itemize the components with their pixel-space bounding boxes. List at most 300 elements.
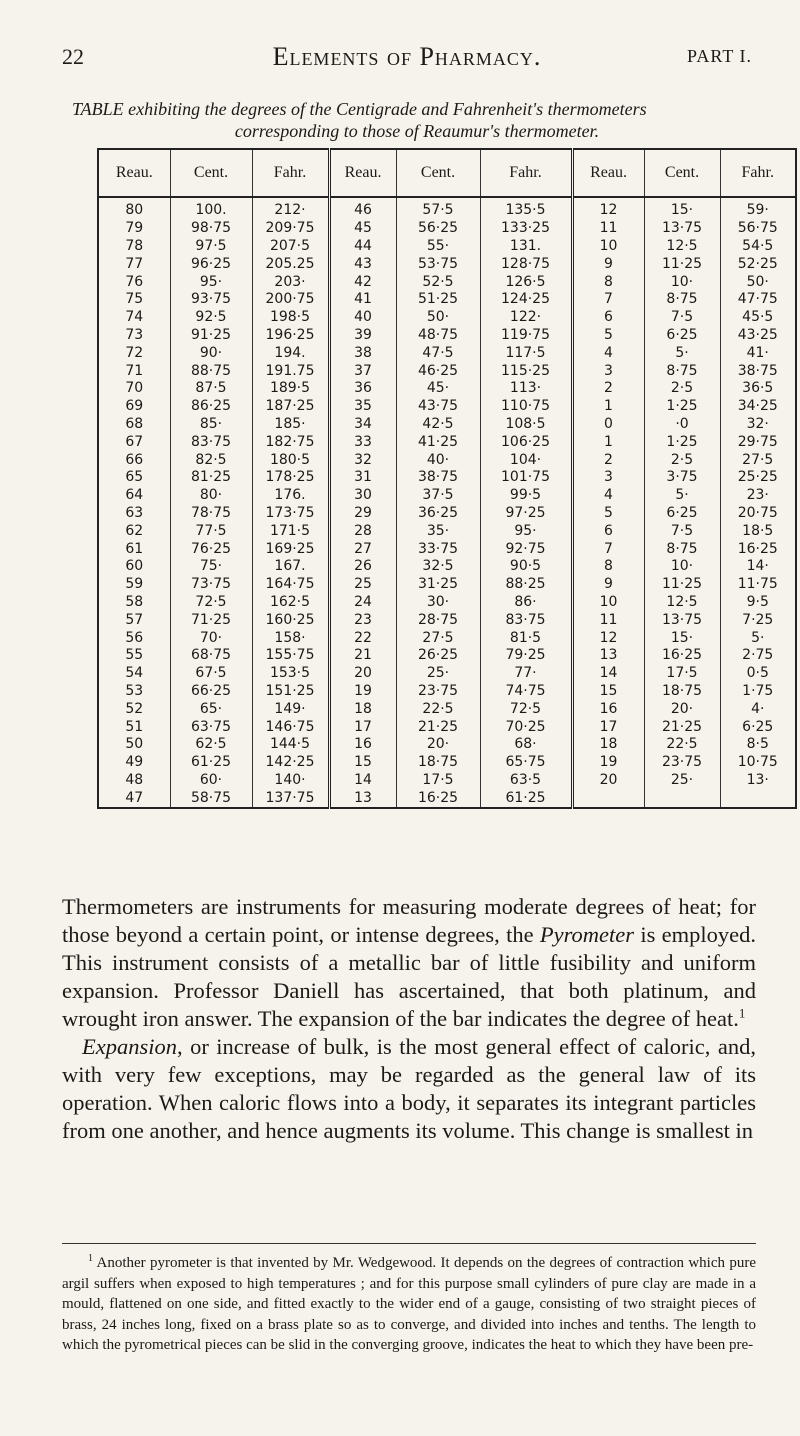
table-cell: 99·5 (480, 487, 572, 505)
running-title: Elements of Pharmacy. (272, 42, 542, 71)
table-cell: 25·25 (720, 469, 796, 487)
table-cell: 55 (98, 647, 170, 665)
table-cell: 21·25 (396, 718, 480, 736)
table-cell: 20· (644, 700, 720, 718)
table-cell: 57·5 (396, 197, 480, 220)
table-cell: 14 (329, 772, 396, 790)
caption-line-1-text: exhibiting the degrees of the Centigrade and Fahrenheit's thermometers (128, 99, 647, 119)
table-cell: 113· (480, 380, 572, 398)
table-row (98, 433, 796, 451)
table-cell: 60· (170, 772, 252, 790)
table-cell: 6 (572, 522, 644, 540)
table-row (98, 309, 796, 327)
table-cell: 18 (572, 736, 644, 754)
table-cell: 60 (98, 558, 170, 576)
table-row (98, 594, 796, 612)
table-cell: 70· (170, 629, 252, 647)
table-cell: 33 (329, 433, 396, 451)
table-cell: 13·75 (644, 611, 720, 629)
table-cell: 4· (720, 700, 796, 718)
table-cell: 97·25 (480, 505, 572, 523)
table-cell: 196·25 (252, 327, 329, 345)
table-cell: 42·5 (396, 416, 480, 434)
table-cell: 28 (329, 522, 396, 540)
table-cell: 11·25 (644, 255, 720, 273)
table-cell: 85· (170, 416, 252, 434)
table-cell: 212· (252, 197, 329, 220)
table-cell: 58·75 (170, 789, 252, 808)
table-cell: 20 (329, 665, 396, 683)
table-cell: 23· (720, 487, 796, 505)
table-cell: 20·75 (720, 505, 796, 523)
table-cell: 122· (480, 309, 572, 327)
table-cell: 5 (572, 505, 644, 523)
table-cell: 61·25 (480, 789, 572, 808)
table-row (98, 451, 796, 469)
footnote-mark: 1 (88, 1253, 93, 1264)
table-cell: 52·25 (720, 255, 796, 273)
table-cell: 13·75 (644, 220, 720, 238)
table-cell: 11 (572, 611, 644, 629)
table-cell: 56 (98, 629, 170, 647)
table-row (98, 736, 796, 754)
table-cell: 73·75 (170, 576, 252, 594)
table-cell: 8·75 (644, 291, 720, 309)
table-cell: 76 (98, 273, 170, 291)
table-cell: 13 (572, 647, 644, 665)
table-cell: 173·75 (252, 505, 329, 523)
table-row (98, 576, 796, 594)
paragraph-pyrometer (62, 893, 756, 1033)
table-cell: 72 (98, 344, 170, 362)
table-cell: 62 (98, 522, 170, 540)
table-row (98, 647, 796, 665)
table-cell: 55· (396, 238, 480, 256)
table-cell: 59 (98, 576, 170, 594)
table-cell: 180·5 (252, 451, 329, 469)
table-cell: 61·25 (170, 754, 252, 772)
header-fahr-1: Fahr. (252, 149, 329, 197)
table-cell: 10·75 (720, 754, 796, 772)
table-cell: 106·25 (480, 433, 572, 451)
table-cell: 96·25 (170, 255, 252, 273)
table-cell: 34 (329, 416, 396, 434)
table-cell: 97·5 (170, 238, 252, 256)
header-fahr-2: Fahr. (480, 149, 572, 197)
table-cell: 47 (98, 789, 170, 808)
header-fahr-3: Fahr. (720, 149, 796, 197)
table-cell: 7 (572, 291, 644, 309)
table-cell: 72·5 (170, 594, 252, 612)
table-row (98, 754, 796, 772)
table-cell: 65· (170, 700, 252, 718)
table-cell: 86·25 (170, 398, 252, 416)
table-cell: 39 (329, 327, 396, 345)
table-body (98, 197, 796, 808)
table-cell: 68 (98, 416, 170, 434)
table-cell: 78·75 (170, 505, 252, 523)
table-cell: 27 (329, 540, 396, 558)
table-cell: 135·5 (480, 197, 572, 220)
table-cell: 194. (252, 344, 329, 362)
header-cent-3: Cent. (644, 149, 720, 197)
table-cell: 169·25 (252, 540, 329, 558)
table-cell: 93·75 (170, 291, 252, 309)
table-row (98, 665, 796, 683)
table-cell: 25 (329, 576, 396, 594)
table-cell: 29·75 (720, 433, 796, 451)
table-cell: 98·75 (170, 220, 252, 238)
footnote-divider (62, 1243, 756, 1244)
table-cell: 1·25 (644, 398, 720, 416)
table-cell: 8·75 (644, 540, 720, 558)
table-cell: 11 (572, 220, 644, 238)
table-cell: 80 (98, 197, 170, 220)
table-header-row (98, 149, 796, 197)
table-row (98, 540, 796, 558)
table-cell: 46 (329, 197, 396, 220)
table-cell: 50· (396, 309, 480, 327)
table-cell: 92·5 (170, 309, 252, 327)
caption-table-word: TABLE (72, 99, 124, 119)
table-cell: 17 (329, 718, 396, 736)
footnote-ref: 1 (738, 1005, 746, 1021)
table-cell: 75 (98, 291, 170, 309)
table-cell: 164·75 (252, 576, 329, 594)
table-cell: 2·75 (720, 647, 796, 665)
table-cell: 8·75 (644, 362, 720, 380)
table-cell: 33·75 (396, 540, 480, 558)
table-cell: 7 (572, 540, 644, 558)
paragraph-1-start: Thermometers are instruments for measuring moderate degrees of heat; for those beyond a certain point, or intense degrees, the (62, 894, 756, 947)
table-cell: 40· (396, 451, 480, 469)
table-cell: 91·25 (170, 327, 252, 345)
table-cell: 198·5 (252, 309, 329, 327)
table-cell: 23·75 (644, 754, 720, 772)
table-cell: 23 (329, 611, 396, 629)
table-cell: 162·5 (252, 594, 329, 612)
footnote (62, 1253, 756, 1356)
table-cell: 137·75 (252, 789, 329, 808)
running-head (62, 38, 752, 74)
table-cell: 47·75 (720, 291, 796, 309)
table-cell: 23·75 (396, 683, 480, 701)
table-cell: 32·5 (396, 558, 480, 576)
table-cell: 155·75 (252, 647, 329, 665)
table-cell: 76·25 (170, 540, 252, 558)
table-row (98, 558, 796, 576)
table-cell: 73 (98, 327, 170, 345)
table-cell: 110·75 (480, 398, 572, 416)
table-cell: 17·5 (644, 665, 720, 683)
table-cell: 47·5 (396, 344, 480, 362)
table-row (98, 683, 796, 701)
table-cell: 185· (252, 416, 329, 434)
table-cell: 13 (329, 789, 396, 808)
table-cell: 54·5 (720, 238, 796, 256)
table-cell: 67 (98, 433, 170, 451)
table-cell: 48 (98, 772, 170, 790)
table-cell: 21·25 (644, 718, 720, 736)
table-row (98, 469, 796, 487)
table-cell: 66 (98, 451, 170, 469)
table-row (98, 487, 796, 505)
table-cell: 8·5 (720, 736, 796, 754)
table-cell: 86· (480, 594, 572, 612)
table-cell: 133·25 (480, 220, 572, 238)
table-cell: 78 (98, 238, 170, 256)
table-cell: 40 (329, 309, 396, 327)
table-cell: 26·25 (396, 647, 480, 665)
table-cell: 10 (572, 238, 644, 256)
table-cell: 25· (644, 772, 720, 790)
table-cell: 62·5 (170, 736, 252, 754)
table-cell: 70 (98, 380, 170, 398)
table-cell: 64 (98, 487, 170, 505)
table-cell: 151·25 (252, 683, 329, 701)
table-cell: 6·25 (644, 505, 720, 523)
table-cell: 11·25 (644, 576, 720, 594)
table-cell: 18·75 (396, 754, 480, 772)
table-row (98, 700, 796, 718)
table-cell: 32 (329, 451, 396, 469)
table-row (98, 362, 796, 380)
table-cell: 45 (329, 220, 396, 238)
table-cell: 70·25 (480, 718, 572, 736)
table-cell: 46·25 (396, 362, 480, 380)
table-cell: 7·25 (720, 611, 796, 629)
table-cell: 12·5 (644, 238, 720, 256)
table-cell: 37·5 (396, 487, 480, 505)
table-cell: 26 (329, 558, 396, 576)
table-cell: 74 (98, 309, 170, 327)
table-cell: 56·75 (720, 220, 796, 238)
table-cell: 124·25 (480, 291, 572, 309)
table-row (98, 718, 796, 736)
table-cell: 49 (98, 754, 170, 772)
table-cell: 59· (720, 197, 796, 220)
table-cell: 67·5 (170, 665, 252, 683)
footnote-text: Another pyrometer is that invented by Mr. Wedgewood. It depends on the degrees of contraction which pure argil suffers when exposed to high temperatures ; and for this purpose small cylinders of pure clay are made in a mould, flattened on one side, and fitted exactly to the wider end of a gauge, consisting of two straight pieces of brass, 24 inches long, fixed on a brass plate so as to converge, and divided into inches and tenths. The length to which the pyrometrical pieces can be slid in the converging groove, indicates the heat to which they have been pre- (62, 1255, 756, 1353)
table-row (98, 398, 796, 416)
table-cell: 5· (644, 344, 720, 362)
table-cell: 58 (98, 594, 170, 612)
table-cell: 200·75 (252, 291, 329, 309)
table-cell: 2·5 (644, 451, 720, 469)
table-cell: 4 (572, 487, 644, 505)
table-row (98, 789, 796, 808)
table-cell: 48·75 (396, 327, 480, 345)
table-cell: 28·75 (396, 611, 480, 629)
table-cell: 90·5 (480, 558, 572, 576)
table-cell: 56·25 (396, 220, 480, 238)
table-cell: 1·75 (720, 683, 796, 701)
table-cell: 71 (98, 362, 170, 380)
expansion-term: Expansion (82, 1034, 177, 1059)
table-cell: 20 (572, 772, 644, 790)
paragraph-1-end: is employed. This instrument consists of a metallic bar of little fusibility and uniform expansion. Professor Daniell has ascertained, that both platinum, and wrought iron answer. The expansion of the bar indicates the degree of heat. (62, 922, 756, 1031)
table-cell: 24 (329, 594, 396, 612)
table-cell: 12 (572, 629, 644, 647)
table-cell: 0·5 (720, 665, 796, 683)
table-cell: 63·75 (170, 718, 252, 736)
table-cell (720, 789, 796, 808)
table-cell: 30· (396, 594, 480, 612)
table-cell: 7·5 (644, 309, 720, 327)
table-cell: 81·5 (480, 629, 572, 647)
table-cell: 14 (572, 665, 644, 683)
caption-line-2: corresponding to those of Reaumur's thermometer. (234, 121, 600, 141)
table-cell: 41·25 (396, 433, 480, 451)
table-cell: 75· (170, 558, 252, 576)
table-cell: 19 (572, 754, 644, 772)
table-row (98, 629, 796, 647)
table-cell: 182·75 (252, 433, 329, 451)
table-cell (572, 789, 644, 808)
table-cell: 12 (572, 197, 644, 220)
table-cell: 2 (572, 380, 644, 398)
table-cell: 31 (329, 469, 396, 487)
thermometer-table (97, 148, 797, 809)
table-cell: 16 (572, 700, 644, 718)
paragraph-expansion (62, 1033, 756, 1145)
table-cell: 12·5 (644, 594, 720, 612)
table-cell: ·0 (644, 416, 720, 434)
table-cell: 3 (572, 362, 644, 380)
table-cell: 8 (572, 558, 644, 576)
table-cell: 52 (98, 700, 170, 718)
table-cell: 72·5 (480, 700, 572, 718)
header-reau-3: Reau. (572, 149, 644, 197)
table-cell: 34·25 (720, 398, 796, 416)
table-cell: 146·75 (252, 718, 329, 736)
table-cell: 32· (720, 416, 796, 434)
table-row (98, 522, 796, 540)
table-cell: 115·25 (480, 362, 572, 380)
table-cell: 18·5 (720, 522, 796, 540)
table-cell: 68· (480, 736, 572, 754)
table-cell: 131. (480, 238, 572, 256)
table-cell: 30 (329, 487, 396, 505)
table-cell: 66·25 (170, 683, 252, 701)
table-cell: 160·25 (252, 611, 329, 629)
table-cell: 104· (480, 451, 572, 469)
table-cell: 11·75 (720, 576, 796, 594)
table-cell: 71·25 (170, 611, 252, 629)
table-cell: 82·5 (170, 451, 252, 469)
table-cell: 87·5 (170, 380, 252, 398)
table-cell: 53 (98, 683, 170, 701)
table-cell: 6·25 (644, 327, 720, 345)
table-cell: 61 (98, 540, 170, 558)
pyrometer-term: Pyrometer (539, 922, 635, 947)
table-cell: 167. (252, 558, 329, 576)
caption-line-1 (72, 98, 762, 120)
table-cell: 0 (572, 416, 644, 434)
table-cell: 144·5 (252, 736, 329, 754)
table-cell: 5 (572, 327, 644, 345)
table-cell: 1·25 (644, 433, 720, 451)
table-cell: 50 (98, 736, 170, 754)
table-cell: 100. (170, 197, 252, 220)
table-cell: 35· (396, 522, 480, 540)
table-cell: 207·5 (252, 238, 329, 256)
table-cell: 20· (396, 736, 480, 754)
table-cell: 176. (252, 487, 329, 505)
table-cell: 79·25 (480, 647, 572, 665)
table-cell: 68·75 (170, 647, 252, 665)
table-cell: 44 (329, 238, 396, 256)
table-cell: 63·5 (480, 772, 572, 790)
table-cell: 45·5 (720, 309, 796, 327)
table-cell: 101·75 (480, 469, 572, 487)
table-cell: 9 (572, 255, 644, 273)
table-cell: 6·25 (720, 718, 796, 736)
table-cell: 77·5 (170, 522, 252, 540)
part-label: PART I. (687, 46, 752, 66)
table-cell: 6 (572, 309, 644, 327)
table-cell: 38·75 (720, 362, 796, 380)
table-cell: 27·5 (720, 451, 796, 469)
table-cell: 3 (572, 469, 644, 487)
header-cent-1: Cent. (170, 149, 252, 197)
table-cell: 15· (644, 197, 720, 220)
table-cell (644, 789, 720, 808)
table-cell: 52·5 (396, 273, 480, 291)
table-cell: 41 (329, 291, 396, 309)
table-cell: 90· (170, 344, 252, 362)
table-row (98, 505, 796, 523)
table-cell: 80· (170, 487, 252, 505)
table-cell: 140· (252, 772, 329, 790)
table-cell: 9 (572, 576, 644, 594)
page-number: 22 (62, 44, 84, 69)
table-cell: 126·5 (480, 273, 572, 291)
table-cell: 8 (572, 273, 644, 291)
table-cell: 22 (329, 629, 396, 647)
table-cell: 149· (252, 700, 329, 718)
table-cell: 83·75 (480, 611, 572, 629)
table-cell: 36·5 (720, 380, 796, 398)
table-row (98, 291, 796, 309)
table-cell: 16·25 (644, 647, 720, 665)
table-cell: 79 (98, 220, 170, 238)
table-cell: 9·5 (720, 594, 796, 612)
table-cell: 1 (572, 398, 644, 416)
table-cell: 16·25 (720, 540, 796, 558)
table-cell: 189·5 (252, 380, 329, 398)
table-cell: 15 (329, 754, 396, 772)
table-cell: 25· (396, 665, 480, 683)
paragraph-2-text: , or increase of bulk, is the most general effect of caloric, and, with very few exceptions, may be regarded as the general law of its operation. When caloric flows into a body, it separates its integrant particles from one another, and hence augments its volume. This change is smallest in (62, 1034, 756, 1143)
table-cell: 2·5 (644, 380, 720, 398)
header-reau-1: Reau. (98, 149, 170, 197)
table-cell: 53·75 (396, 255, 480, 273)
table-cell: 74·75 (480, 683, 572, 701)
table-cell: 43·75 (396, 398, 480, 416)
table-row (98, 416, 796, 434)
table-cell: 15· (644, 629, 720, 647)
table-cell: 83·75 (170, 433, 252, 451)
table-cell: 36·25 (396, 505, 480, 523)
table-cell: 41· (720, 344, 796, 362)
table-cell: 203· (252, 273, 329, 291)
table-cell: 38 (329, 344, 396, 362)
table-cell: 19 (329, 683, 396, 701)
table-row (98, 197, 796, 220)
table-cell: 18 (329, 700, 396, 718)
table-cell: 88·25 (480, 576, 572, 594)
